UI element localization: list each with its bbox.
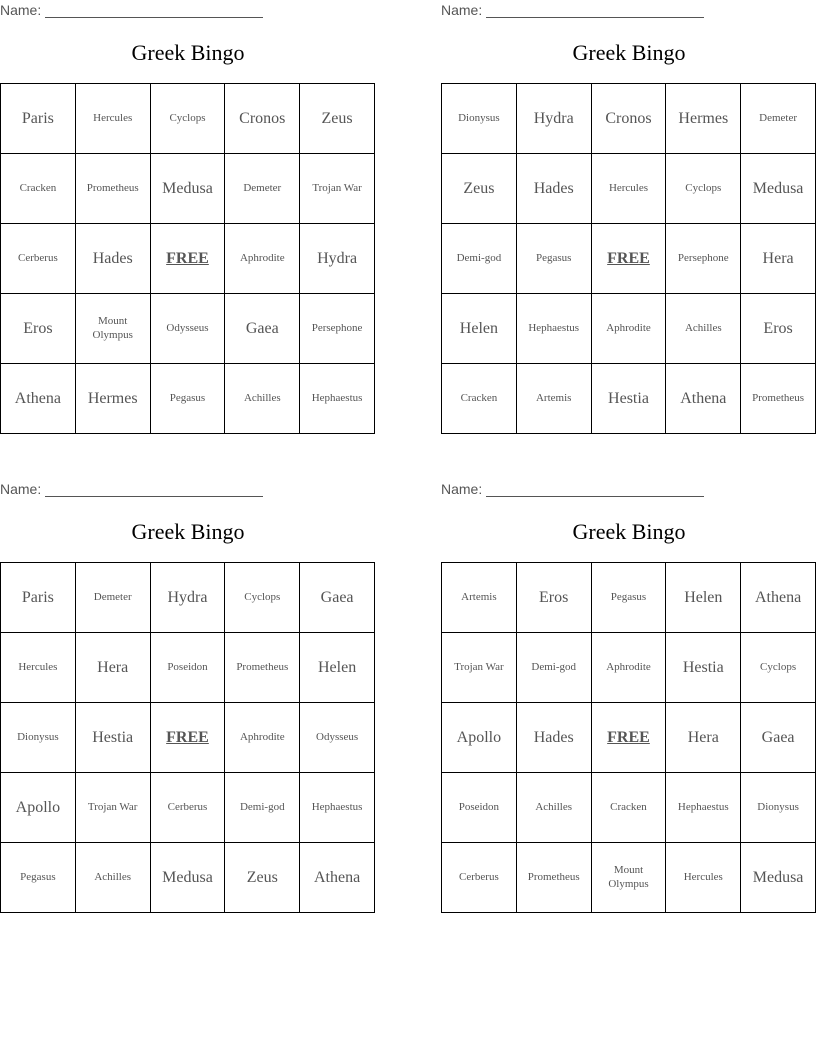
bingo-cell: Poseidon bbox=[151, 633, 226, 703]
bingo-cell: Pegasus bbox=[151, 364, 226, 434]
bingo-cell: Demeter bbox=[225, 154, 300, 224]
bingo-cell: Hephaestus bbox=[300, 364, 375, 434]
bingo-card-2 bbox=[441, 0, 816, 440]
bingo-cell: Dionysus bbox=[442, 84, 517, 154]
bingo-cell: Hades bbox=[517, 703, 592, 773]
bingo-card-4 bbox=[441, 479, 816, 919]
card-title: Greek Bingo bbox=[572, 40, 686, 65]
bingo-cell: Artemis bbox=[442, 563, 517, 633]
bingo-cell: Aphrodite bbox=[592, 633, 667, 703]
free-space-cell: FREE bbox=[151, 224, 226, 294]
bingo-cell: Zeus bbox=[442, 154, 517, 224]
bingo-cell: Pegasus bbox=[592, 563, 667, 633]
bingo-cell: Hera bbox=[666, 703, 741, 773]
bingo-cell: Pegasus bbox=[517, 224, 592, 294]
bingo-cell: Demeter bbox=[76, 563, 151, 633]
bingo-cell: Trojan War bbox=[442, 633, 517, 703]
bingo-cell: Aphrodite bbox=[592, 294, 667, 364]
bingo-cell: Hades bbox=[517, 154, 592, 224]
bingo-cell: Aphrodite bbox=[225, 224, 300, 294]
bingo-cell: Helen bbox=[300, 633, 375, 703]
bingo-cell: Hephaestus bbox=[517, 294, 592, 364]
bingo-cell: Medusa bbox=[151, 843, 226, 913]
name-line bbox=[486, 483, 704, 497]
bingo-grid bbox=[0, 562, 375, 913]
name-row bbox=[441, 2, 704, 18]
bingo-cell: Artemis bbox=[517, 364, 592, 434]
bingo-cell: Hermes bbox=[76, 364, 151, 434]
bingo-cell: Prometheus bbox=[225, 633, 300, 703]
name-label: Name: bbox=[0, 2, 42, 18]
bingo-cell: Demeter bbox=[741, 84, 816, 154]
bingo-cell: Medusa bbox=[741, 154, 816, 224]
bingo-cell: Demi-god bbox=[225, 773, 300, 843]
name-row bbox=[441, 481, 704, 497]
bingo-cell: Hercules bbox=[76, 84, 151, 154]
bingo-card-1 bbox=[0, 0, 376, 440]
bingo-cell: Gaea bbox=[741, 703, 816, 773]
card-title: Greek Bingo bbox=[131, 40, 245, 65]
bingo-cell: Medusa bbox=[741, 843, 816, 913]
free-space-cell: FREE bbox=[151, 703, 226, 773]
bingo-cell: Cracken bbox=[442, 364, 517, 434]
bingo-cell: Achilles bbox=[517, 773, 592, 843]
bingo-cell: Helen bbox=[666, 563, 741, 633]
bingo-cell: Persephone bbox=[666, 224, 741, 294]
bingo-cell: Gaea bbox=[225, 294, 300, 364]
name-label: Name: bbox=[441, 481, 483, 497]
bingo-cell: Cracken bbox=[592, 773, 667, 843]
bingo-cell: Hercules bbox=[1, 633, 76, 703]
bingo-cell: Cyclops bbox=[741, 633, 816, 703]
bingo-cell: Cyclops bbox=[225, 563, 300, 633]
bingo-cell: Cronos bbox=[225, 84, 300, 154]
bingo-cell: Athena bbox=[666, 364, 741, 434]
bingo-cell: Hercules bbox=[592, 154, 667, 224]
bingo-cell: Aphrodite bbox=[225, 703, 300, 773]
bingo-cell: Cerberus bbox=[442, 843, 517, 913]
bingo-cell: Hydra bbox=[300, 224, 375, 294]
bingo-cell: Achilles bbox=[76, 843, 151, 913]
bingo-cell: Pegasus bbox=[1, 843, 76, 913]
bingo-card-3 bbox=[0, 479, 376, 919]
card-title: Greek Bingo bbox=[131, 519, 245, 544]
name-row bbox=[0, 2, 263, 18]
bingo-cell: Hercules bbox=[666, 843, 741, 913]
bingo-cell: Hermes bbox=[666, 84, 741, 154]
bingo-cell: Demi-god bbox=[442, 224, 517, 294]
bingo-cell: Paris bbox=[1, 563, 76, 633]
bingo-cell: Achilles bbox=[225, 364, 300, 434]
bingo-cell: Hydra bbox=[517, 84, 592, 154]
bingo-cell: Cyclops bbox=[666, 154, 741, 224]
bingo-grid bbox=[0, 83, 375, 434]
bingo-cell: Prometheus bbox=[517, 843, 592, 913]
bingo-cell: Eros bbox=[741, 294, 816, 364]
bingo-cell: Medusa bbox=[151, 154, 226, 224]
name-label: Name: bbox=[0, 481, 42, 497]
bingo-cell: Trojan War bbox=[300, 154, 375, 224]
bingo-cell: Poseidon bbox=[442, 773, 517, 843]
name-row bbox=[0, 481, 263, 497]
bingo-cell: Dionysus bbox=[1, 703, 76, 773]
bingo-cell: Demi-god bbox=[517, 633, 592, 703]
name-label: Name: bbox=[441, 2, 483, 18]
bingo-cell: Hestia bbox=[592, 364, 667, 434]
bingo-cell: Gaea bbox=[300, 563, 375, 633]
bingo-cell: Persephone bbox=[300, 294, 375, 364]
bingo-cell: Hestia bbox=[666, 633, 741, 703]
bingo-cell: Apollo bbox=[1, 773, 76, 843]
bingo-grid bbox=[441, 562, 816, 913]
bingo-cell: Eros bbox=[1, 294, 76, 364]
bingo-cell: Cerberus bbox=[1, 224, 76, 294]
bingo-cell: Hera bbox=[76, 633, 151, 703]
bingo-cell: Achilles bbox=[666, 294, 741, 364]
bingo-cell: Cronos bbox=[592, 84, 667, 154]
bingo-cell: Athena bbox=[741, 563, 816, 633]
name-line bbox=[486, 4, 704, 18]
bingo-cell: Odysseus bbox=[151, 294, 226, 364]
free-space-cell: FREE bbox=[592, 703, 667, 773]
bingo-cell: Eros bbox=[517, 563, 592, 633]
card-title: Greek Bingo bbox=[572, 519, 686, 544]
bingo-cell: Mount Olympus bbox=[592, 843, 667, 913]
bingo-cell: Athena bbox=[1, 364, 76, 434]
bingo-cell: Helen bbox=[442, 294, 517, 364]
name-line bbox=[45, 483, 263, 497]
bingo-cell: Zeus bbox=[225, 843, 300, 913]
bingo-cell: Prometheus bbox=[76, 154, 151, 224]
bingo-cell: Hydra bbox=[151, 563, 226, 633]
bingo-cell: Dionysus bbox=[741, 773, 816, 843]
bingo-cell: Prometheus bbox=[741, 364, 816, 434]
bingo-cell: Odysseus bbox=[300, 703, 375, 773]
bingo-cell: Hades bbox=[76, 224, 151, 294]
bingo-cell: Hera bbox=[741, 224, 816, 294]
bingo-cell: Athena bbox=[300, 843, 375, 913]
bingo-cell: Hestia bbox=[76, 703, 151, 773]
free-space-cell: FREE bbox=[592, 224, 667, 294]
bingo-cell: Apollo bbox=[442, 703, 517, 773]
bingo-cell: Trojan War bbox=[76, 773, 151, 843]
bingo-cell: Cyclops bbox=[151, 84, 226, 154]
bingo-cell: Cerberus bbox=[151, 773, 226, 843]
bingo-cell: Cracken bbox=[1, 154, 76, 224]
bingo-grid bbox=[441, 83, 816, 434]
bingo-cell: Mount Olympus bbox=[76, 294, 151, 364]
bingo-cell: Paris bbox=[1, 84, 76, 154]
bingo-cell: Zeus bbox=[300, 84, 375, 154]
bingo-cell: Hephaestus bbox=[300, 773, 375, 843]
name-line bbox=[45, 4, 263, 18]
bingo-cell: Hephaestus bbox=[666, 773, 741, 843]
